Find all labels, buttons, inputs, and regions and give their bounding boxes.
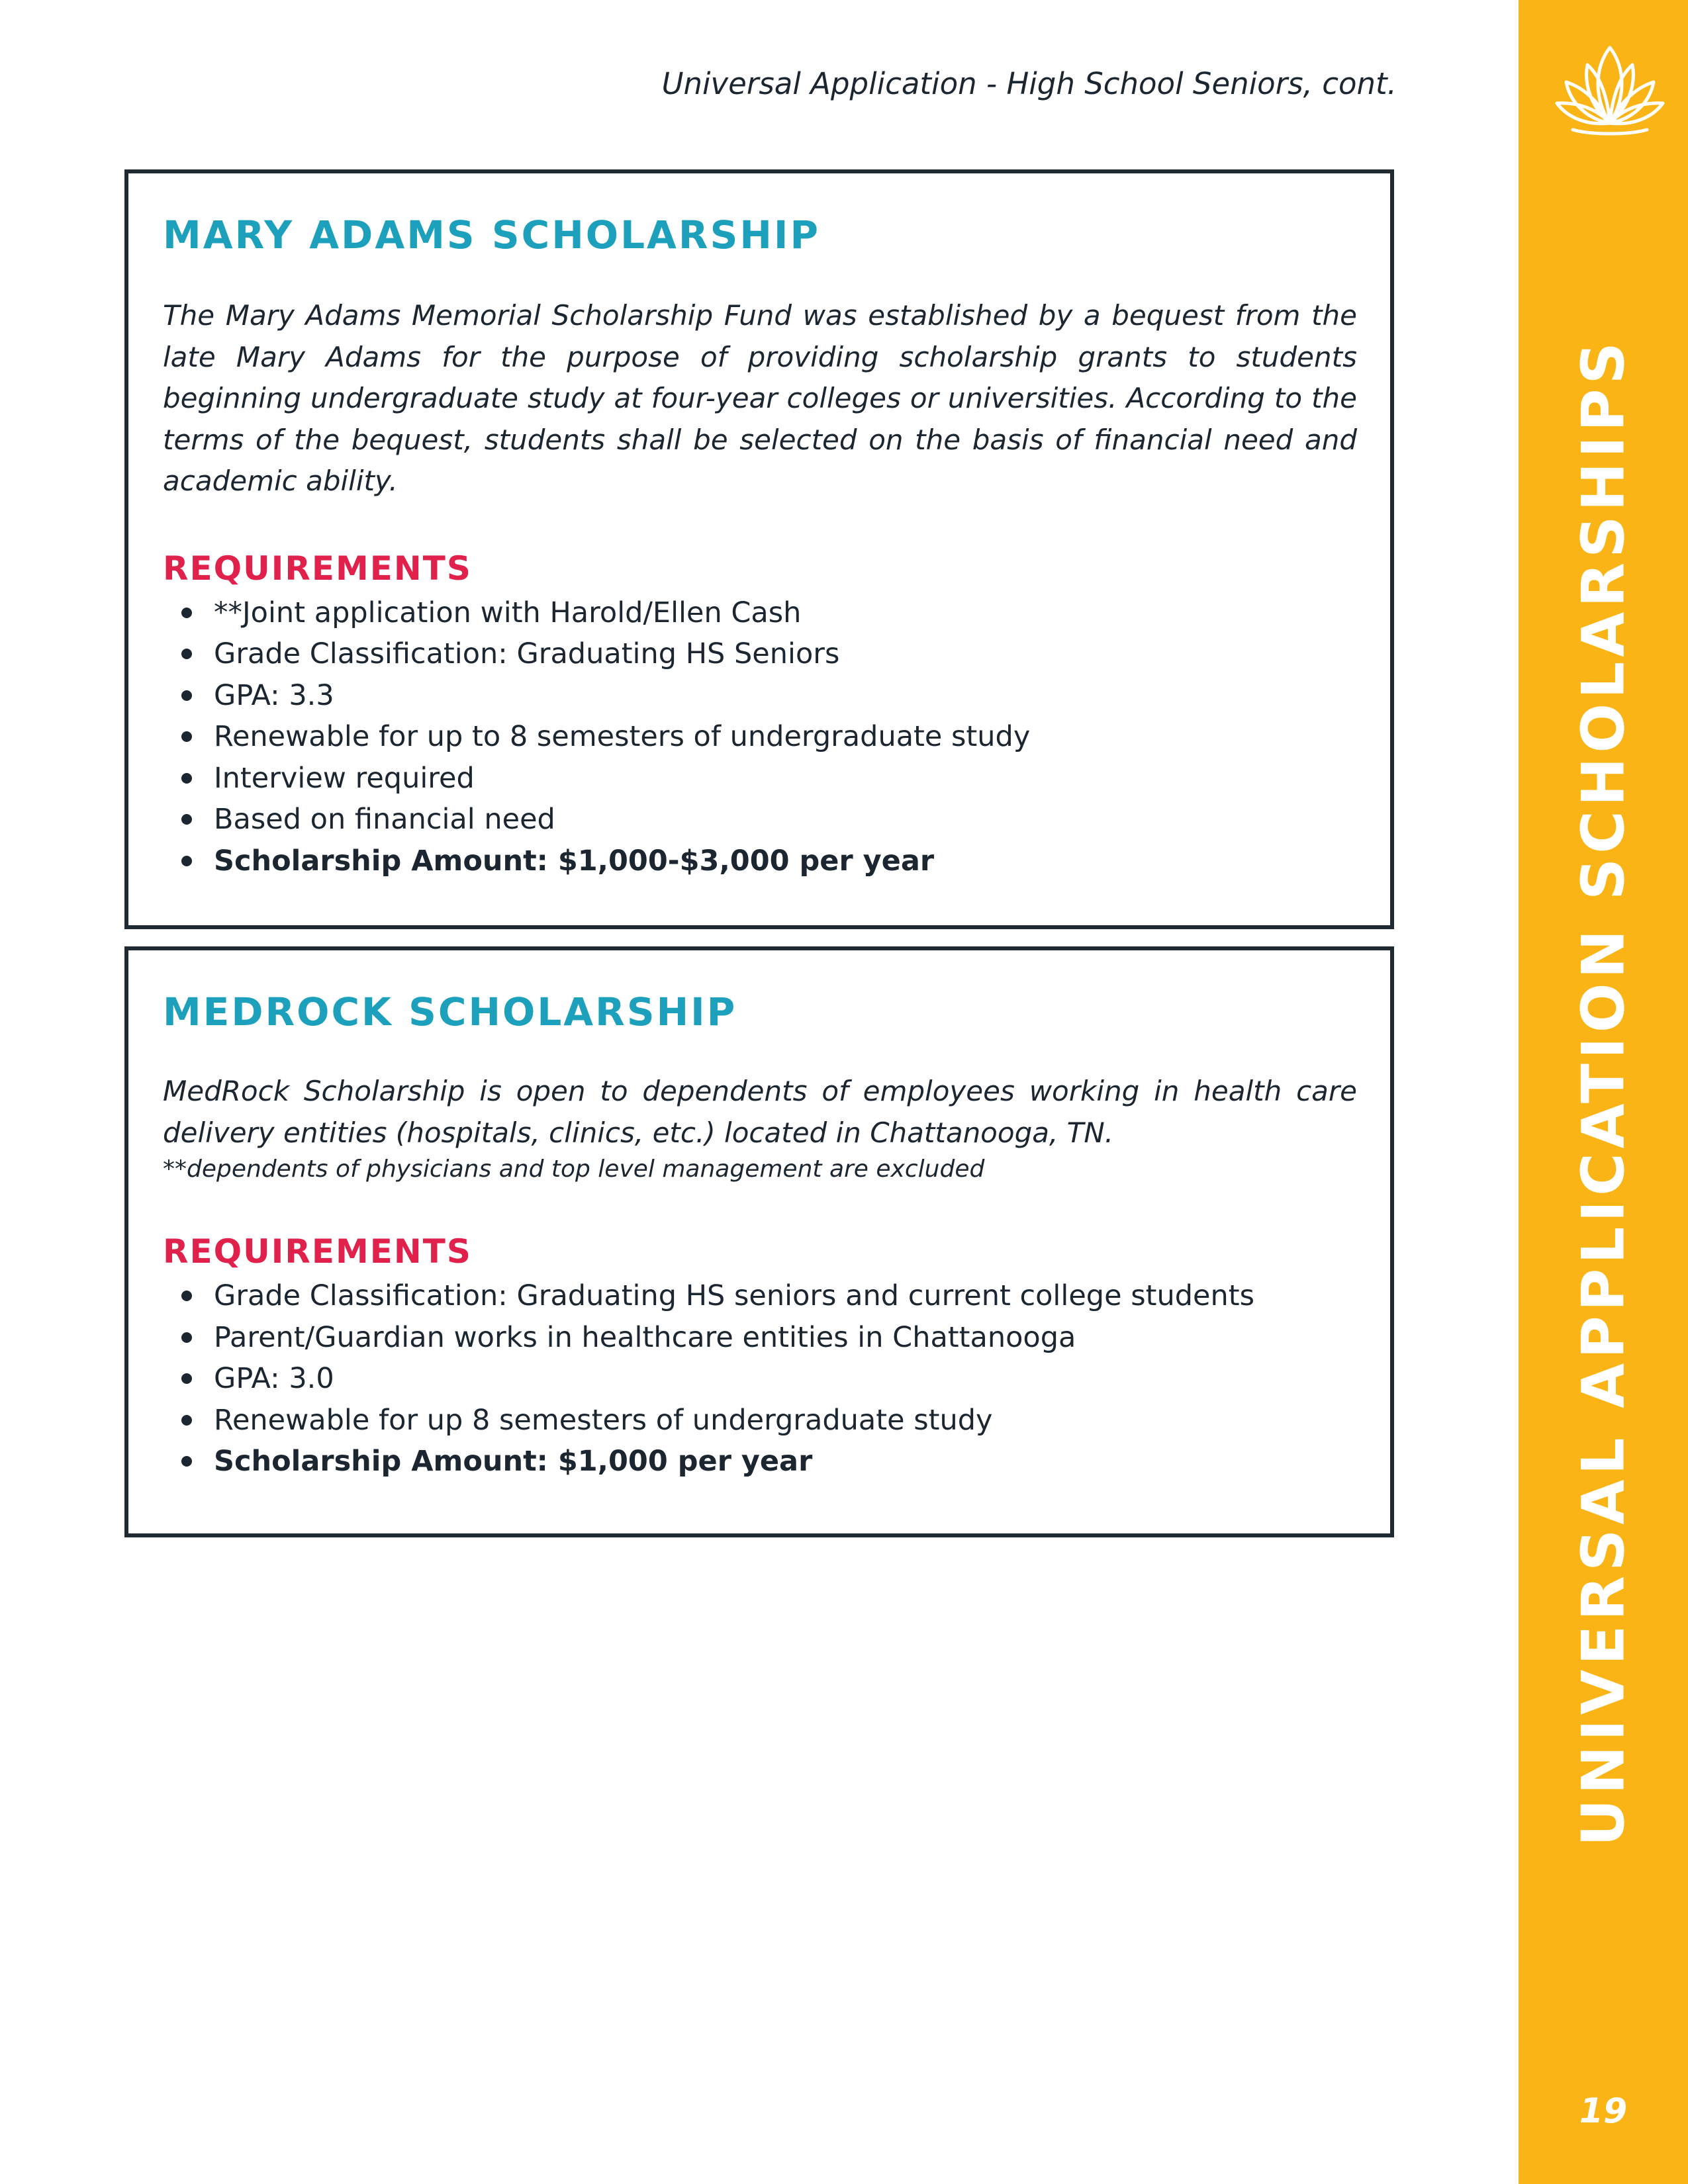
- lotus-icon: [1550, 38, 1669, 144]
- requirement-text: GPA: 3.0: [214, 1362, 334, 1395]
- scholarship-amount: Scholarship Amount: $1,000 per year: [214, 1445, 813, 1478]
- list-item: [179, 592, 1357, 634]
- scholarship-amount-item: [179, 1441, 1357, 1482]
- bullet-icon: [181, 649, 192, 659]
- list-item: [179, 1358, 1357, 1400]
- requirements-heading: REQUIREMENTS: [163, 1232, 472, 1271]
- scholarship-amount-item: [179, 841, 1357, 882]
- requirement-text: Grade Classification: Graduating HS Seniors: [214, 637, 840, 670]
- bullet-icon: [181, 773, 192, 784]
- bullet-icon: [181, 814, 192, 825]
- requirement-text: Renewable for up 8 semesters of undergraduate study: [214, 1403, 993, 1437]
- bullet-icon: [181, 690, 192, 701]
- list-item: [179, 1317, 1357, 1359]
- page-number: 19: [1579, 2091, 1628, 2131]
- requirements-list: [163, 1275, 1357, 1482]
- requirement-text: Based on financial need: [214, 803, 555, 836]
- requirements-heading: REQUIREMENTS: [163, 549, 472, 588]
- bullet-icon: [181, 731, 192, 742]
- scholarship-card-mary-adams: [124, 169, 1394, 929]
- card-description: MedRock Scholarship is open to dependents of employees working in health care delivery entities (hospitals, clinics, etc.) located in Chattanooga, TN.: [163, 1075, 1357, 1149]
- bullet-icon: [181, 1291, 192, 1301]
- bullet-icon: [181, 1373, 192, 1384]
- bullet-icon: [181, 1456, 192, 1467]
- scholarship-amount: Scholarship Amount: $1,000-$3,000 per year: [214, 844, 935, 878]
- list-item: [179, 1400, 1357, 1441]
- bullet-icon: [181, 1332, 192, 1343]
- scholarship-card-medrock: [124, 946, 1394, 1537]
- bullet-icon: [181, 856, 192, 866]
- list-item: [179, 758, 1357, 799]
- requirement-text: Grade Classification: Graduating HS seniors and current college students: [214, 1279, 1254, 1312]
- requirement-text: **Joint application with Harold/Ellen Cash: [214, 596, 802, 629]
- requirements-list: [163, 592, 1357, 882]
- list-item: [179, 675, 1357, 717]
- requirement-text: GPA: 3.3: [214, 678, 334, 712]
- list-item: [179, 1275, 1357, 1317]
- sidebar: [1519, 0, 1688, 2184]
- card-note: **dependents of physicians and top level management are excluded: [163, 1156, 985, 1183]
- bullet-icon: [181, 608, 192, 618]
- sidebar-title: UNIVERSAL APPLICATION SCHOLARSHIPS: [1569, 338, 1638, 1846]
- requirement-text: Renewable for up to 8 semesters of undergraduate study: [214, 720, 1031, 753]
- list-item: [179, 716, 1357, 758]
- list-item: [179, 799, 1357, 841]
- page-header-note: Universal Application - High School Seniors, cont.: [661, 66, 1397, 101]
- card-title: MEDROCK SCHOLARSHIP: [163, 989, 737, 1034]
- card-description: The Mary Adams Memorial Scholarship Fund was established by a bequest from the late Mary Adams for the purpose of providing scholarship grants to students beginning undergraduate study at four-year colleges or universities. According to the terms of the bequest, students shall be selected on the basis of financial need and academic ability.: [163, 299, 1357, 497]
- list-item: [179, 633, 1357, 675]
- requirement-text: Interview required: [214, 761, 475, 795]
- requirement-text: Parent/Guardian works in healthcare entities in Chattanooga: [214, 1320, 1076, 1354]
- bullet-icon: [181, 1415, 192, 1426]
- card-title: MARY ADAMS SCHOLARSHIP: [163, 212, 820, 257]
